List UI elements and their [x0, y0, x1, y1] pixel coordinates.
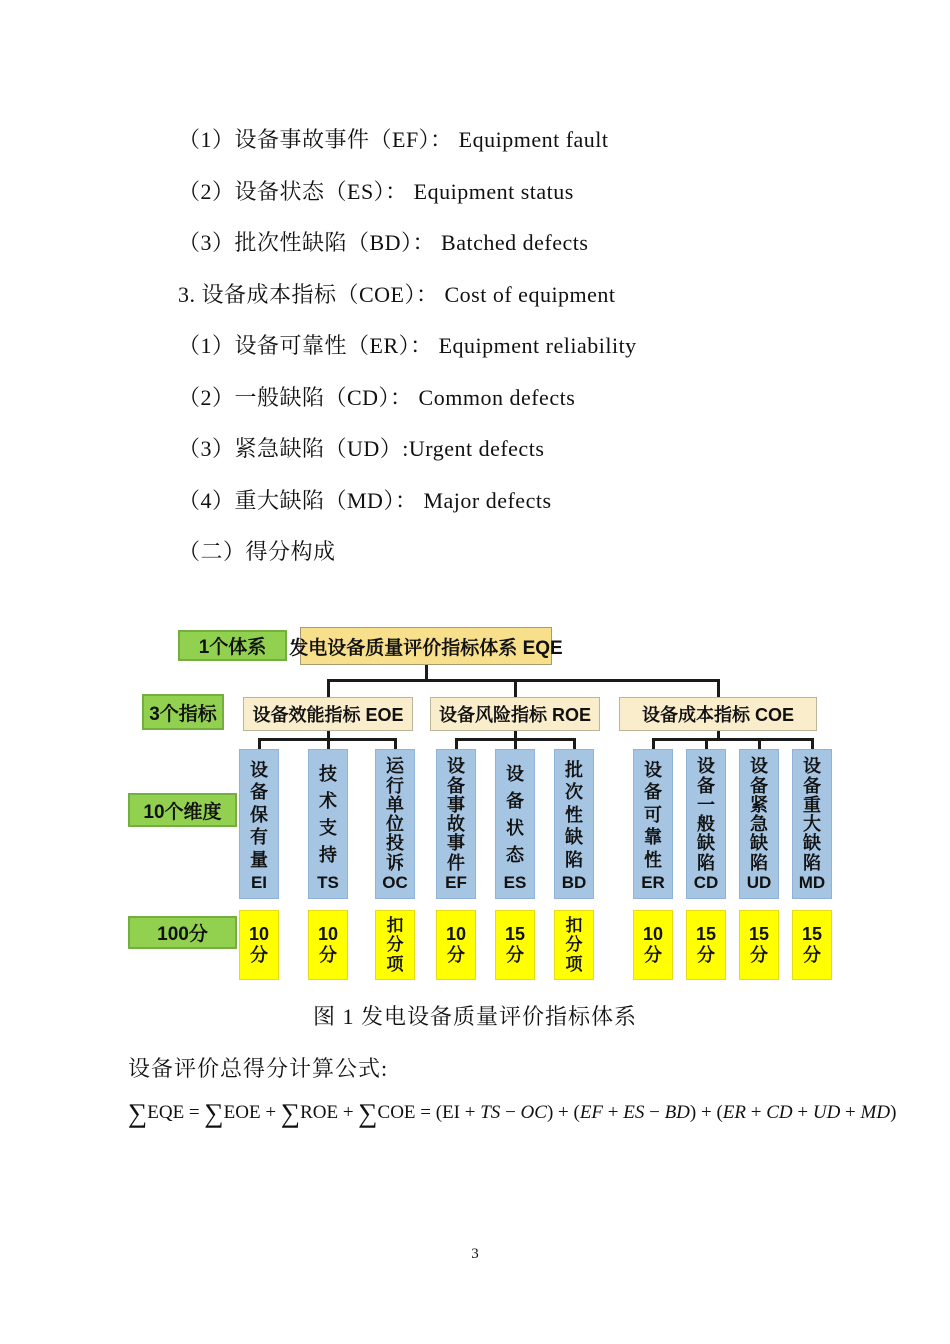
- dimension-name: 设 备 状 态: [506, 764, 524, 865]
- connector-line: [811, 738, 814, 749]
- score-line: 扣: [565, 916, 583, 936]
- formula-part: EF: [579, 1102, 604, 1123]
- score-line: 分: [250, 945, 268, 965]
- body-text-line: （2）设备状态（ES）： Equipment status: [178, 178, 574, 204]
- score-box-ef: [436, 910, 476, 980]
- dimension-name: 设 备 重 大 缺 陷: [803, 756, 821, 873]
- dimension-code: TS: [317, 873, 339, 892]
- formula-part: EOE +: [223, 1102, 281, 1123]
- score-line: 分: [447, 945, 465, 965]
- connector-line: [514, 738, 517, 749]
- score-line: 项: [565, 954, 583, 974]
- dimension-box-oc: [375, 749, 415, 899]
- score-line: 分: [319, 945, 337, 965]
- body-text-line: （4）重大缺陷（MD）： Major defects: [178, 487, 552, 513]
- score-line: 分: [506, 945, 524, 965]
- level-label-indicators: 3个指标: [142, 694, 224, 730]
- dimension-box-ud: [739, 749, 779, 899]
- formula-part: ROE +: [300, 1102, 359, 1123]
- score-line: 15: [504, 923, 526, 944]
- score-line: 10: [642, 923, 664, 944]
- formula-part: UD: [812, 1102, 841, 1123]
- connector-line: [758, 738, 761, 749]
- formula-part: COE = (EI +: [377, 1102, 481, 1123]
- dimension-code: CD: [693, 873, 719, 892]
- formula-intro: 设备评价总得分计算公式:: [128, 1056, 389, 1081]
- group-box-coe: 设备成本指标 COE: [619, 697, 817, 731]
- dimension-name: 设 备 紧 急 缺 陷: [750, 756, 768, 873]
- score-line: 15: [748, 923, 770, 944]
- formula-part: ER: [722, 1102, 746, 1123]
- dimension-code: UD: [746, 873, 772, 892]
- body-text-line: （3）紧急缺陷（UD）:Urgent defects: [178, 436, 545, 461]
- score-line: 分: [565, 935, 583, 955]
- connector-line: [327, 679, 330, 697]
- formula-part: ∑: [128, 1098, 148, 1128]
- dimension-box-ef: [436, 749, 476, 899]
- score-line: 扣: [386, 916, 404, 936]
- formula-part: ) + (: [546, 1102, 580, 1123]
- dimension-box-er: [633, 749, 673, 899]
- formula: [128, 1100, 928, 1127]
- connector-line: [327, 679, 720, 682]
- formula-part: +: [746, 1102, 767, 1123]
- score-box-bd: [554, 910, 594, 980]
- score-box-er: [633, 910, 673, 980]
- score-line: 分: [750, 945, 768, 965]
- connector-line: [394, 738, 397, 749]
- score-line: 15: [801, 923, 823, 944]
- dimension-box-md: [792, 749, 832, 899]
- level-label-system: 1个体系: [178, 630, 287, 661]
- root-box-eqe: 发电设备质量评价指标体系 EQE: [300, 627, 552, 665]
- body-text-line: （1）设备事故事件（EF）： Equipment fault: [178, 127, 609, 152]
- group-box-roe: 设备风险指标 ROE: [430, 697, 600, 731]
- score-line: 分: [386, 935, 404, 955]
- formula-part: OC: [520, 1102, 547, 1123]
- formula-part: ∑: [204, 1098, 224, 1128]
- score-box-md: [792, 910, 832, 980]
- score-box-ud: [739, 910, 779, 980]
- connector-line: [455, 738, 458, 749]
- body-text-line: （1）设备可靠性（ER）： Equipment reliability: [178, 333, 637, 358]
- dimension-box-bd: [554, 749, 594, 899]
- score-line: 10: [248, 923, 270, 944]
- dimension-box-ts: [308, 749, 348, 899]
- formula-part: ES: [623, 1102, 645, 1123]
- score-box-ts: [308, 910, 348, 980]
- group-box-eoe: 设备效能指标 EOE: [243, 697, 413, 731]
- score-box-cd: [686, 910, 726, 980]
- score-line: 项: [386, 954, 404, 974]
- connector-line: [327, 738, 330, 749]
- dimension-code: EI: [250, 873, 268, 892]
- connector-line: [652, 738, 655, 749]
- connector-line: [573, 738, 576, 749]
- formula-part: −: [500, 1102, 521, 1123]
- level-label-score: 100分: [128, 916, 237, 949]
- figure-caption: 图 1 发电设备质量评价指标体系: [312, 1004, 637, 1029]
- formula-part: CD: [766, 1102, 793, 1123]
- formula-part: BD: [664, 1102, 690, 1123]
- formula-part: +: [840, 1102, 861, 1123]
- connector-line: [705, 738, 708, 749]
- score-box-oc: [375, 910, 415, 980]
- score-line: 分: [803, 945, 821, 965]
- connector-line: [652, 738, 814, 741]
- formula-part: ): [890, 1102, 897, 1123]
- formula-part: EQE =: [147, 1102, 205, 1123]
- dimension-name: 设 备 可 靠 性: [644, 759, 662, 870]
- score-line: 分: [697, 945, 715, 965]
- dimension-code: ES: [503, 873, 527, 892]
- connector-line: [258, 738, 261, 749]
- dimension-code: OC: [382, 873, 408, 892]
- connector-line: [717, 679, 720, 697]
- score-box-es: [495, 910, 535, 980]
- body-text-line: （3）批次性缺陷（BD）： Batched defects: [178, 230, 589, 255]
- page-number: 3: [471, 1246, 479, 1262]
- body-text-line: （2）一般缺陷（CD）： Common defects: [178, 384, 576, 410]
- formula-part: +: [792, 1102, 813, 1123]
- formula-part: ) + (: [689, 1102, 723, 1123]
- formula-part: ∑: [358, 1098, 378, 1128]
- dimension-box-ei: [239, 749, 279, 899]
- formula-part: TS: [480, 1102, 501, 1123]
- dimension-code: ER: [641, 873, 665, 892]
- score-line: 分: [644, 945, 662, 965]
- formula-part: +: [603, 1102, 624, 1123]
- formula-part: −: [644, 1102, 665, 1123]
- dimension-name: 技 术 支 持: [319, 764, 337, 865]
- dimension-code: MD: [798, 873, 826, 892]
- score-line: 15: [695, 923, 717, 944]
- score-box-ei: [239, 910, 279, 980]
- dimension-box-es: [495, 749, 535, 899]
- body-text-line: 3. 设备成本指标（COE）： Cost of equipment: [178, 281, 616, 307]
- dimension-name: 设 备 保 有 量: [250, 759, 268, 870]
- dimension-code: BD: [561, 873, 587, 892]
- formula-part: MD: [860, 1102, 891, 1123]
- dimension-name: 批 次 性 缺 陷: [565, 759, 583, 870]
- dimension-box-cd: [686, 749, 726, 899]
- body-text-line: （二）得分构成: [178, 539, 336, 564]
- dimension-code: EF: [445, 873, 467, 892]
- connector-line: [514, 679, 517, 697]
- dimension-name: 运 行 单 位 投 诉: [386, 756, 404, 873]
- dimension-name: 设 备 事 故 事 件: [447, 756, 465, 873]
- level-label-dimensions: 10个维度: [128, 793, 237, 827]
- dimension-name: 设 备 一 般 缺 陷: [697, 756, 715, 873]
- score-line: 10: [445, 923, 467, 944]
- score-line: 10: [317, 923, 339, 944]
- formula-part: ∑: [280, 1098, 301, 1128]
